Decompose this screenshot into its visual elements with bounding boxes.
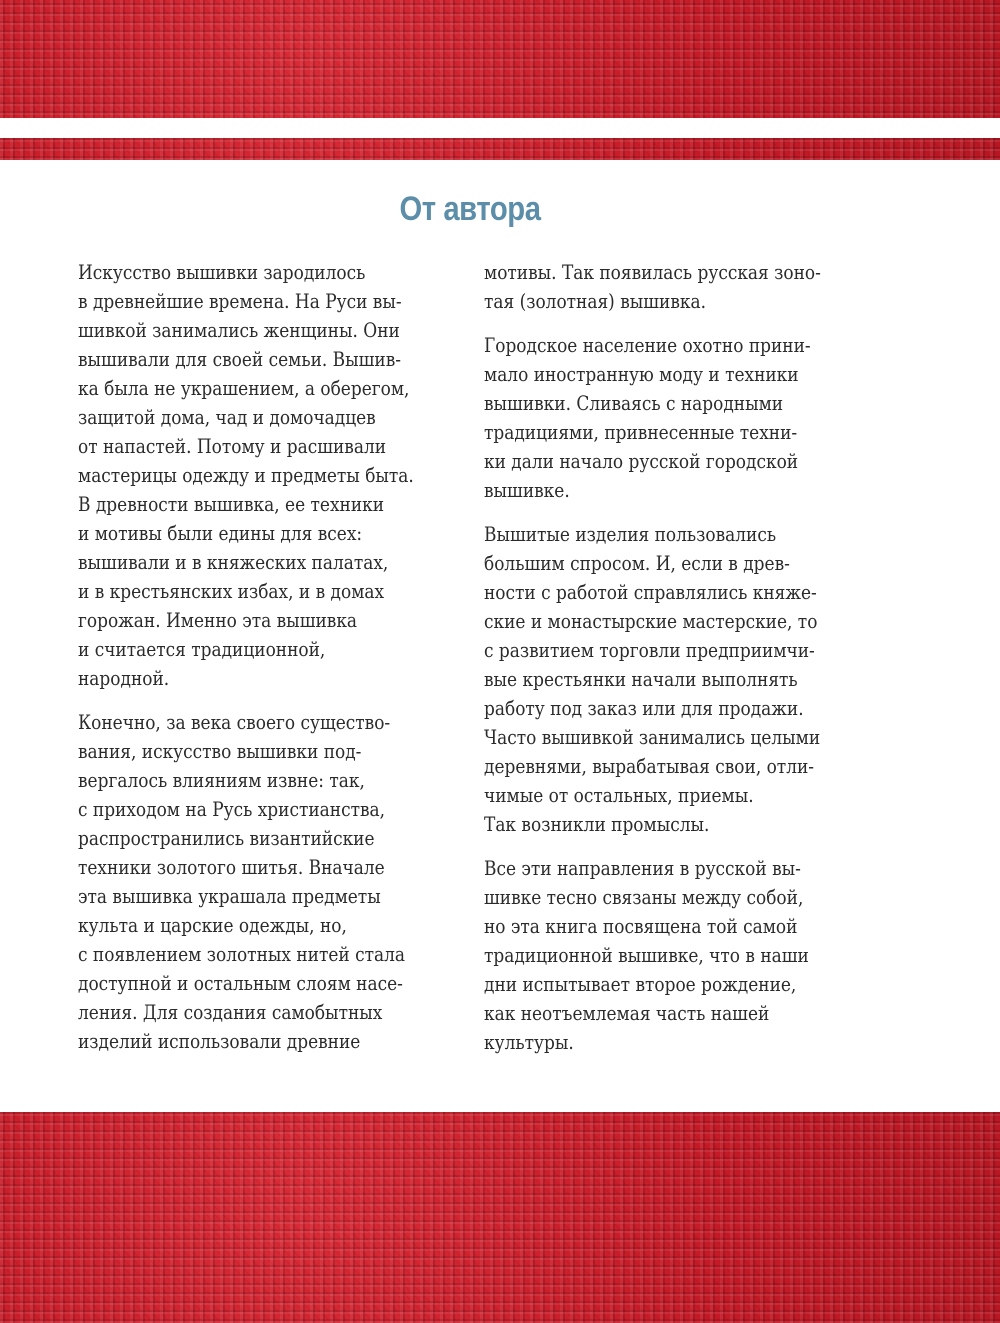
text-line: вышивали и в княжеских палатах, [78, 551, 389, 574]
text-line: деревнями, вырабатывая свои, отли- [484, 755, 815, 778]
text-line: Так возникли промыслы. [484, 813, 710, 836]
text-line: доступной и остальным слоям насе- [78, 972, 403, 995]
text-line: с появлением золотных нитей стала [78, 943, 405, 966]
text-line: как неотъемлемая часть нашей [484, 1002, 770, 1025]
fabric-header-band [0, 0, 1000, 160]
text-line: Все эти направления в русской вы- [484, 857, 801, 880]
text-line: работу под заказ или для продажи. [484, 697, 804, 720]
text-line: защитой дома, чад и домочадцев [78, 406, 376, 429]
text-line: эта вышивка украшала предметы [78, 885, 381, 908]
text-line: распространились византийские [78, 827, 375, 850]
text-line: вые крестьянки начали выполнять [484, 668, 798, 691]
text-line: мастерицы одежду и предметы быта. [78, 464, 414, 487]
text-line: народной. [78, 667, 170, 690]
text-line: в древнейшие времена. На Руси вы- [78, 290, 402, 313]
page-title: От автора [399, 190, 541, 228]
paragraph [484, 520, 904, 839]
text-line: мотивы. Так появилась русская зоно- [484, 261, 821, 284]
text-line: В древности вышивка, ее техники [78, 493, 385, 516]
text-line: тая (золотная) вышивка. [484, 290, 706, 313]
text-line: вышивали для своей семьи. Вышив- [78, 348, 402, 371]
text-line: вергалось влияниям извне: так, [78, 769, 365, 792]
header-white-stripe [0, 118, 1000, 138]
text-line: культуры. [484, 1031, 574, 1054]
text-line: вания, искусство вышивки под- [78, 740, 362, 763]
text-line: ки дали начало русской городской [484, 450, 799, 473]
paragraph [78, 708, 498, 1056]
text-line: с приходом на Русь христианства, [78, 798, 386, 821]
text-line: ские и монастырские мастерские, то [484, 610, 818, 633]
text-column-right [484, 258, 904, 1072]
text-line: культа и царские одежды, но, [78, 914, 347, 937]
text-line: вышивке. [484, 479, 570, 502]
fabric-footer-band [0, 1112, 1000, 1323]
text-line: с развитием торговли предприимчи- [484, 639, 815, 662]
text-line: Вышитые изделия пользовались [484, 523, 777, 546]
text-line: ления. Для создания самобытных [78, 1001, 383, 1024]
text-line: традициями, привнесенные техни- [484, 421, 798, 444]
text-line: от напастей. Потому и расшивали [78, 435, 387, 458]
text-line: и считается традиционной, [78, 638, 326, 661]
text-line: и в крестьянских избах, и в домах [78, 580, 385, 603]
text-line: шивке тесно связаны между собой, [484, 886, 804, 909]
text-column-left [78, 258, 498, 1071]
text-line: техники золотого шитья. Вначале [78, 856, 385, 879]
text-line: изделий использовали древние [78, 1030, 361, 1053]
text-line: традиционной вышивке, что в наши [484, 944, 809, 967]
text-line: ка была не украшением, а оберегом, [78, 377, 410, 400]
text-line: горожан. Именно эта вышивка [78, 609, 358, 632]
text-line: но эта книга посвящена той самой [484, 915, 798, 938]
paragraph [484, 258, 904, 316]
text-line: и мотивы были едины для всех: [78, 522, 363, 545]
text-line: дни испытывает второе рождение, [484, 973, 797, 996]
text-line: мало иностранную моду и техники [484, 363, 799, 386]
text-line: Конечно, за века своего существо- [78, 711, 391, 734]
text-line: шивкой занимались женщины. Они [78, 319, 400, 342]
text-line: ности с работой справлялись княже- [484, 581, 817, 604]
paragraph [484, 854, 904, 1057]
text-line: Часто вышивкой занимались целыми [484, 726, 821, 749]
paragraph [78, 258, 498, 693]
text-line: вышивки. Сливаясь с народными [484, 392, 784, 415]
paragraph [484, 331, 904, 505]
text-line: чимые от остальных, приемы. [484, 784, 754, 807]
text-line: Искусство вышивки зародилось [78, 261, 366, 284]
text-line: Городское население охотно прини- [484, 334, 811, 357]
text-line: большим спросом. И, если в древ- [484, 552, 790, 575]
